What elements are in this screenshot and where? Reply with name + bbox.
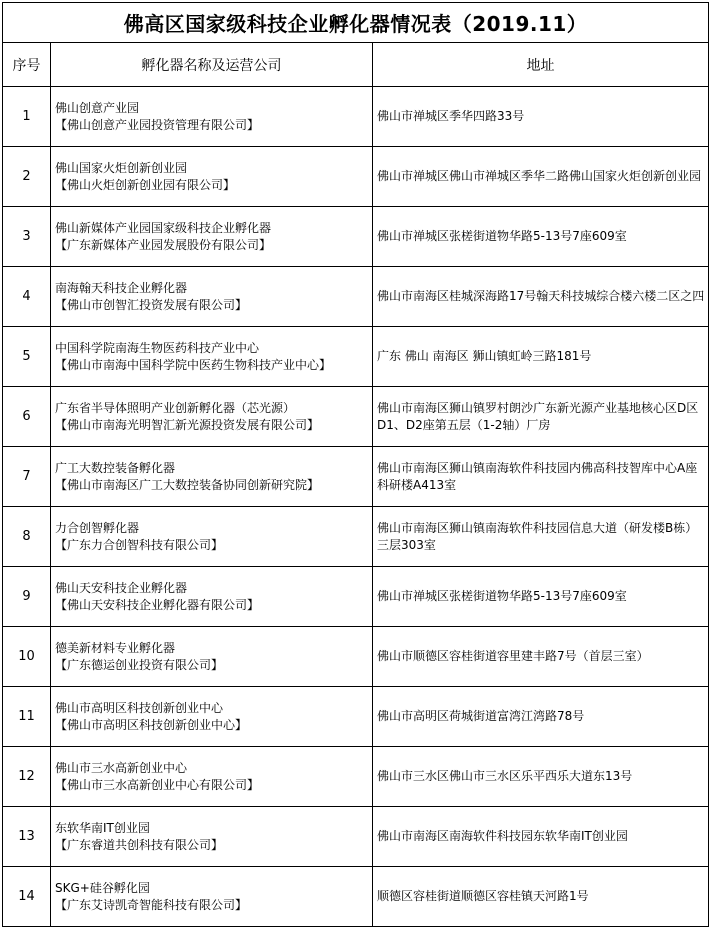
header-address: 地址 <box>373 43 709 87</box>
incubator-name: 东软华南IT创业园 <box>55 820 150 835</box>
address-text: 顺德区容桂街道顺德区容桂镇天河路1号 <box>377 889 589 903</box>
address-text: 佛山市禅城区张槎街道物华路5-13号7座609室 <box>377 589 627 603</box>
header-index: 序号 <box>3 43 51 87</box>
row-number: 7 <box>3 447 51 507</box>
incubator-name: 广工大数控装备孵化器 <box>55 460 176 475</box>
address-text: 佛山市禅城区佛山市禅城区季华二路佛山国家火炬创新创业园 <box>377 169 702 183</box>
name-cell <box>51 387 373 447</box>
incubator-name: 力合创智孵化器 <box>55 520 140 535</box>
address-cell <box>373 687 709 747</box>
name-cell <box>51 747 373 807</box>
operating-company: 【佛山市三水高新创业中心有限公司】 <box>55 777 260 792</box>
operating-company: 【佛山市高明区科技创新创业中心】 <box>55 717 248 732</box>
incubator-name: 佛山新媒体产业园国家级科技企业孵化器 <box>55 220 272 235</box>
operating-company: 【广东新媒体产业园发展股份有限公司】 <box>55 237 272 252</box>
table-row <box>3 267 709 327</box>
name-cell <box>51 567 373 627</box>
row-number: 9 <box>3 567 51 627</box>
row-number: 14 <box>3 867 51 927</box>
row-number: 12 <box>3 747 51 807</box>
operating-company: 【佛山火炬创新创业园有限公司】 <box>55 177 236 192</box>
address-text: 佛山市高明区荷城街道富湾江湾路78号 <box>377 709 585 723</box>
address-cell <box>373 327 709 387</box>
name-cell <box>51 327 373 387</box>
table-row <box>3 807 709 867</box>
name-cell <box>51 267 373 327</box>
table-row <box>3 747 709 807</box>
address-text: 佛山市南海区狮山镇南海软件科技园内佛高科技智库中心A座科研楼A413室 <box>377 460 698 492</box>
address-text: 佛山市南海区狮山镇罗村朗沙广东新光源产业基地核心区D区D1、D2座第五层（1-2轴）厂房 <box>377 400 699 432</box>
operating-company: 【广东艾诗凯奇智能科技有限公司】 <box>55 897 248 912</box>
table-row <box>3 207 709 267</box>
operating-company: 【佛山市创智汇投资发展有限公司】 <box>55 297 248 312</box>
incubator-name: 佛山创意产业园 <box>55 100 140 115</box>
row-number: 3 <box>3 207 51 267</box>
table-row <box>3 627 709 687</box>
row-number: 1 <box>3 87 51 147</box>
incubator-table <box>2 2 709 927</box>
address-cell <box>373 207 709 267</box>
name-cell <box>51 507 373 567</box>
table-row <box>3 387 709 447</box>
name-cell <box>51 207 373 267</box>
address-cell <box>373 147 709 207</box>
incubator-name: 德美新材料专业孵化器 <box>55 640 176 655</box>
address-cell <box>373 387 709 447</box>
operating-company: 【广东力合创智科技有限公司】 <box>55 537 224 552</box>
incubator-name: 中国科学院南海生物医药科技产业中心 <box>55 340 260 355</box>
header-name: 孵化器名称及运营公司 <box>51 43 373 87</box>
name-cell <box>51 447 373 507</box>
row-number: 10 <box>3 627 51 687</box>
address-cell <box>373 867 709 927</box>
table-row <box>3 447 709 507</box>
header-row <box>3 43 709 87</box>
incubator-name: SKG+硅谷孵化园 <box>55 880 150 895</box>
incubator-name: 佛山国家火炬创新创业园 <box>55 160 188 175</box>
name-cell <box>51 687 373 747</box>
incubator-name: 佛山天安科技企业孵化器 <box>55 580 188 595</box>
address-cell <box>373 267 709 327</box>
operating-company: 【广东睿道共创科技有限公司】 <box>55 837 224 852</box>
name-cell <box>51 627 373 687</box>
title-row <box>3 3 709 43</box>
address-text: 广东 佛山 南海区 狮山镇虹岭三路181号 <box>377 349 592 363</box>
table-row <box>3 327 709 387</box>
operating-company: 【佛山市南海中国科学院中医药生物科技产业中心】 <box>55 357 332 372</box>
operating-company: 【佛山市南海光明智汇新光源投资发展有限公司】 <box>55 417 320 432</box>
operating-company: 【广东德运创业投资有限公司】 <box>55 657 224 672</box>
address-text: 佛山市南海区南海软件科技园东软华南IT创业园 <box>377 829 628 843</box>
address-cell <box>373 507 709 567</box>
row-number: 11 <box>3 687 51 747</box>
row-number: 13 <box>3 807 51 867</box>
address-text: 佛山市南海区狮山镇南海软件科技园信息大道（研发楼B栋）三层303室 <box>377 520 698 552</box>
address-cell <box>373 447 709 507</box>
incubator-name: 佛山市三水高新创业中心 <box>55 760 188 775</box>
incubator-table-sheet <box>2 2 708 927</box>
table-row <box>3 87 709 147</box>
row-number: 4 <box>3 267 51 327</box>
operating-company: 【佛山天安科技企业孵化器有限公司】 <box>55 597 260 612</box>
address-cell <box>373 627 709 687</box>
name-cell <box>51 147 373 207</box>
address-text: 佛山市禅城区季华四路33号 <box>377 109 525 123</box>
name-cell <box>51 807 373 867</box>
address-cell <box>373 807 709 867</box>
operating-company: 【佛山创意产业园投资管理有限公司】 <box>55 117 260 132</box>
address-cell <box>373 747 709 807</box>
row-number: 6 <box>3 387 51 447</box>
row-number: 5 <box>3 327 51 387</box>
table-title: 佛高区国家级科技企业孵化器情况表（2019.11） <box>3 3 709 43</box>
table-row <box>3 507 709 567</box>
address-text: 佛山市南海区桂城深海路17号翰天科技城综合楼六楼二区之四 <box>377 289 705 303</box>
address-cell <box>373 567 709 627</box>
address-text: 佛山市三水区佛山市三水区乐平西乐大道东13号 <box>377 769 633 783</box>
incubator-name: 佛山市高明区科技创新创业中心 <box>55 700 224 715</box>
address-text: 佛山市顺德区容桂街道容里建丰路7号（首层三室） <box>377 649 649 663</box>
row-number: 2 <box>3 147 51 207</box>
name-cell <box>51 87 373 147</box>
address-cell <box>373 87 709 147</box>
table-row <box>3 567 709 627</box>
operating-company: 【佛山市南海区广工大数控装备协同创新研究院】 <box>55 477 320 492</box>
row-number: 8 <box>3 507 51 567</box>
name-cell <box>51 867 373 927</box>
address-text: 佛山市禅城区张槎街道物华路5-13号7座609室 <box>377 229 627 243</box>
table-row <box>3 687 709 747</box>
table-row <box>3 867 709 927</box>
table-row <box>3 147 709 207</box>
incubator-name: 广东省半导体照明产业创新孵化器（芯光源） <box>55 400 296 415</box>
incubator-name: 南海翰天科技企业孵化器 <box>55 280 188 295</box>
